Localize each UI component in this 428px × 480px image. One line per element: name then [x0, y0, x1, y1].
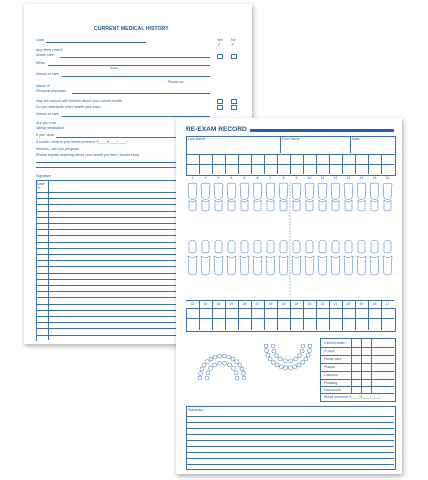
- legend-plaque: Plaque: [324, 365, 336, 369]
- lower-arch-tooth: [293, 365, 297, 369]
- log-row-line[interactable]: [36, 223, 176, 224]
- lower-arch-tooth: [288, 366, 292, 370]
- lower-tooth-outline: [383, 256, 392, 275]
- lower-tooth-number: 19: [359, 302, 364, 306]
- lower-tooth-grid: [186, 308, 396, 332]
- lower-grid-row: [186, 300, 394, 301]
- lower-tooth-outline: [201, 256, 210, 275]
- anticipate-no-box[interactable]: [231, 105, 237, 110]
- lower-tooth-crown: [371, 240, 378, 253]
- lower-arch-tooth: [279, 365, 283, 369]
- physician-line[interactable]: [72, 93, 210, 94]
- history-title: CURRENT MEDICAL HISTORY: [94, 26, 169, 32]
- legend-calculus: Calculus: [324, 373, 338, 377]
- date-label-front: Date: [352, 137, 360, 141]
- upper-tooth-crown: [384, 200, 391, 211]
- upper-tooth-number: 1: [191, 176, 194, 180]
- upper-arch-tooth-inner: [213, 363, 217, 367]
- log-row-line[interactable]: [36, 297, 176, 298]
- lower-tooth-outline: [266, 256, 275, 275]
- lower-arch-tooth-inner: [301, 344, 305, 348]
- upper-tooth-number: 10: [307, 176, 312, 180]
- upper-arch-tooth-inner: [209, 366, 213, 370]
- lower-tooth-crown: [202, 240, 209, 253]
- consult-no-box[interactable]: [231, 99, 237, 104]
- upper-arch-tooth: [242, 371, 246, 375]
- upper-tooth-number: 11: [320, 176, 325, 180]
- upper-tooth-crown: [228, 200, 235, 211]
- checklist-line: [320, 386, 394, 387]
- upper-tooth-outline: [318, 183, 327, 200]
- upper-tooth-outline: [357, 183, 366, 200]
- upper-arch-tooth-inner: [235, 376, 239, 380]
- upper-tooth-outline: [201, 183, 210, 200]
- log-row-line[interactable]: [36, 254, 176, 255]
- lower-arch-tooth: [271, 360, 275, 364]
- row-8: May we consult with him/her about your current health: [36, 99, 123, 103]
- log-row-line[interactable]: [36, 248, 176, 249]
- lower-tooth-outline: [357, 256, 366, 275]
- summary-line[interactable]: [186, 464, 394, 465]
- log-row-line[interactable]: [36, 279, 176, 280]
- upper-arch-tooth: [238, 363, 242, 367]
- first-name-label: First Name: [282, 137, 300, 141]
- checklist-col: [371, 338, 372, 393]
- summary-label: Summary: [188, 408, 204, 412]
- upper-tooth-number: 16: [385, 176, 390, 180]
- lower-tooth-outline: [305, 256, 314, 275]
- lower-tooth-number: 32: [190, 302, 195, 306]
- lower-arch-tooth: [308, 344, 312, 348]
- upper-tooth-crown: [215, 200, 222, 211]
- date-line[interactable]: [46, 42, 146, 43]
- col-no-label: No: [231, 38, 236, 42]
- row-6: Name of: [36, 84, 50, 88]
- upper-tooth-outline: [383, 183, 392, 200]
- checklist-line: [320, 371, 394, 372]
- care-line[interactable]: [60, 57, 210, 58]
- upper-tooth-outline: [214, 183, 223, 200]
- lower-arch-tooth-inner: [279, 357, 283, 361]
- lower-tooth-crown: [332, 240, 339, 253]
- lower-tooth-number: 29: [229, 302, 234, 306]
- lower-tooth-crown: [228, 240, 235, 253]
- row-12: taking medication: [36, 126, 64, 130]
- upper-tooth-outline: [305, 183, 314, 200]
- log-row-line[interactable]: [36, 291, 176, 292]
- lower-tooth-number: 31: [203, 302, 208, 306]
- upper-tooth-crown: [189, 200, 196, 211]
- log-row-line[interactable]: [36, 304, 176, 305]
- checklist-col: [351, 338, 352, 393]
- summary-line[interactable]: [186, 422, 394, 423]
- upper-tooth-crown: [241, 200, 248, 211]
- upper-tooth-crown: [306, 200, 313, 211]
- upper-tooth-crown: [319, 200, 326, 211]
- upper-arch-tooth-inner: [231, 366, 235, 370]
- lower-arch-tooth: [306, 353, 310, 357]
- upper-tooth-crown: [254, 200, 261, 211]
- lower-tooth-number: 21: [333, 302, 338, 306]
- log-row-line[interactable]: [36, 266, 176, 267]
- lower-grid-row: [186, 308, 394, 309]
- legend-home-care: Home care: [324, 357, 342, 361]
- upper-tooth-crown: [332, 200, 339, 211]
- log-row-line[interactable]: [36, 328, 176, 329]
- log-row-line[interactable]: [36, 235, 176, 236]
- lower-arch-tooth: [301, 360, 305, 364]
- lower-tooth-outline: [292, 256, 301, 275]
- lower-arch-tooth-inner: [271, 344, 275, 348]
- upper-tooth-number: 14: [359, 176, 364, 180]
- row-15: Women—are you pregnant: [36, 147, 80, 151]
- lower-arch-tooth: [264, 344, 268, 348]
- nature-line[interactable]: [62, 76, 210, 77]
- upper-arch-tooth: [198, 376, 202, 380]
- lower-tooth-outline: [318, 256, 327, 275]
- summary-line[interactable]: [186, 440, 394, 441]
- upper-tooth-number: 5: [243, 176, 246, 180]
- upper-tooth-outline: [331, 183, 340, 200]
- row-16: Please explain anything about your health you feel I should know: [36, 153, 140, 157]
- upper-arch-tooth: [218, 354, 222, 358]
- lower-arch-tooth: [264, 349, 268, 353]
- upper-tooth-number: 8: [282, 176, 285, 180]
- lower-arch-tooth-inner: [289, 359, 293, 363]
- yes-check-mark: ✓: [217, 42, 222, 48]
- upper-tooth-crown: [358, 200, 365, 211]
- log-row-line[interactable]: [36, 260, 176, 261]
- log-row-line[interactable]: [36, 316, 176, 317]
- upper-tooth-crown: [371, 200, 378, 211]
- checklist-line: [320, 355, 394, 356]
- lower-arch-tooth-inner: [272, 349, 276, 353]
- lower-arch-tooth: [304, 357, 308, 361]
- summary-line[interactable]: [186, 458, 394, 459]
- lower-tooth-crown: [319, 240, 326, 253]
- upper-tooth-outline: [240, 183, 249, 200]
- lower-tooth-number: 23: [307, 302, 312, 306]
- upper-tooth-crown: [280, 200, 287, 211]
- upper-tooth-outline: [188, 183, 197, 200]
- log-row-line[interactable]: [36, 198, 176, 199]
- lower-tooth-outline: [227, 256, 236, 275]
- upper-arch-tooth: [240, 367, 244, 371]
- explain-line[interactable]: [36, 162, 176, 163]
- legend-xrays: X-rays: [324, 349, 335, 353]
- lower-tooth-crown: [280, 240, 287, 253]
- checklist-line: [320, 347, 394, 348]
- occlusal-arches-diagram: [190, 340, 320, 384]
- consult-yes-box[interactable]: [217, 99, 223, 104]
- lower-tooth-crown: [189, 240, 196, 253]
- care-yes-box[interactable]: [217, 54, 223, 59]
- upper-tooth-outline: [227, 183, 236, 200]
- log-row-line[interactable]: [36, 229, 176, 230]
- anticipate-yes-box[interactable]: [217, 105, 223, 110]
- reexam-title: RE-EXAM RECORD: [186, 126, 247, 133]
- lower-tooth-crown: [384, 240, 391, 253]
- lower-tooth-number: 17: [385, 302, 390, 306]
- col-yes-label: Yes: [217, 38, 223, 42]
- upper-arch-tooth: [222, 354, 226, 358]
- lower-tooth-number: 26: [268, 302, 273, 306]
- reexam-record-form: [176, 118, 402, 474]
- lower-arch-tooth-inner: [300, 349, 304, 353]
- log-row-line[interactable]: [36, 242, 176, 243]
- no-check-mark: ✓: [231, 42, 236, 48]
- nature2-line[interactable]: [62, 116, 210, 117]
- care-no-box[interactable]: [231, 54, 237, 59]
- lower-arch-tooth-inner: [275, 354, 279, 358]
- row-10: Nature of care: [36, 112, 59, 116]
- upper-tooth-crown: [293, 200, 300, 211]
- lower-tooth-number: 18: [372, 302, 377, 306]
- checklist-col: [361, 338, 362, 393]
- row-14: If known, what is your blood pressure S____D____/____/: [36, 140, 128, 144]
- checklist-line: [320, 393, 394, 394]
- upper-tooth-number: 2: [204, 176, 207, 180]
- log-row-line[interactable]: [36, 204, 176, 205]
- upper-tooth-crown: [267, 200, 274, 211]
- lower-tooth-outline: [214, 256, 223, 275]
- lower-tooth-crown: [215, 240, 222, 253]
- upper-arch-tooth: [231, 357, 235, 361]
- lower-arch-tooth: [284, 366, 288, 370]
- upper-arch-tooth-inner: [228, 363, 232, 367]
- upper-arch-tooth: [200, 367, 204, 371]
- log-date-label: Date: [37, 182, 45, 186]
- upper-tooth-number: 6: [256, 176, 259, 180]
- upper-tooth-number: 4: [230, 176, 233, 180]
- log-row-line[interactable]: [36, 310, 176, 311]
- lower-arch-tooth: [266, 353, 270, 357]
- lower-tooth-outline: [188, 256, 197, 275]
- log-year-label: Yr.: [37, 186, 42, 190]
- log-row-line[interactable]: [36, 322, 176, 323]
- upper-arch-tooth: [209, 357, 213, 361]
- lower-arch-tooth-inner: [294, 357, 298, 361]
- log-row-line[interactable]: [36, 335, 176, 336]
- row-11: Are you now: [36, 121, 56, 125]
- upper-tooth-number: 13: [346, 176, 351, 180]
- lower-tooth-outline: [344, 256, 353, 275]
- row-5: Phone no.: [168, 80, 185, 84]
- legend-disclosure: Disclosure: [324, 388, 341, 392]
- name-divider: [280, 136, 281, 153]
- lower-tooth-outline: [240, 256, 249, 275]
- upper-tooth-number: 7: [269, 176, 272, 180]
- checklist-line: [320, 379, 394, 380]
- upper-arch-tooth: [242, 376, 246, 380]
- summary-line[interactable]: [186, 446, 394, 447]
- lower-tooth-outline: [331, 256, 340, 275]
- row-2: When: [36, 61, 46, 65]
- upper-tooth-number: 9: [295, 176, 298, 180]
- lower-arch-tooth: [268, 357, 272, 361]
- log-row-line[interactable]: [36, 192, 176, 193]
- lower-tooth-crown: [345, 240, 352, 253]
- upper-tooth-grid: [186, 154, 396, 176]
- lower-tooth-number: 27: [255, 302, 260, 306]
- log-row-line[interactable]: [36, 273, 176, 274]
- log-row-line[interactable]: [36, 217, 176, 218]
- upper-tooth-outline: [344, 183, 353, 200]
- lower-arch-tooth-inner: [283, 359, 287, 363]
- row-13: If yes, what: [36, 133, 55, 137]
- upper-arch-tooth: [198, 371, 202, 375]
- upper-arch-tooth-inner: [234, 371, 238, 375]
- dental-chart-diagram: [186, 182, 394, 296]
- legend-blood-pressure: Blood pressure S____D____/____/: [324, 395, 381, 399]
- upper-tooth-outline: [292, 183, 301, 200]
- lower-tooth-crown: [358, 240, 365, 253]
- name-divider: [350, 136, 351, 153]
- upper-tooth-number: 15: [372, 176, 377, 180]
- lower-tooth-number: 30: [216, 302, 221, 306]
- explain-line[interactable]: [36, 167, 176, 168]
- upper-tooth-outline: [266, 183, 275, 200]
- lower-tooth-crown: [254, 240, 261, 253]
- lower-arch-tooth-inner: [297, 354, 301, 358]
- upper-arch-tooth: [227, 355, 231, 359]
- lower-arch-tooth: [308, 349, 312, 353]
- lower-arch-tooth: [275, 363, 279, 367]
- row-4: Nature of care: [36, 72, 59, 76]
- upper-arch-tooth-inner: [223, 361, 227, 365]
- lower-tooth-number: 25: [281, 302, 286, 306]
- checklist-line: [320, 363, 394, 364]
- upper-arch-tooth-inner: [217, 361, 221, 365]
- lower-tooth-number: 20: [346, 302, 351, 306]
- upper-tooth-number: 12: [333, 176, 338, 180]
- upper-arch-tooth-inner: [205, 376, 209, 380]
- lower-tooth-crown: [306, 240, 313, 253]
- row-7: Personal physician: [36, 89, 67, 93]
- upper-tooth-crown: [202, 200, 209, 211]
- lower-tooth-number: 24: [294, 302, 299, 306]
- lower-tooth-outline: [370, 256, 379, 275]
- date-label: Date: [36, 38, 44, 42]
- lower-tooth-crown: [267, 240, 274, 253]
- upper-grid-row: [186, 164, 394, 165]
- row-9: Do you anticipate other health care soon: [36, 105, 101, 109]
- when-line[interactable]: [48, 65, 210, 66]
- last-name-label: Last Name: [188, 137, 206, 141]
- lower-tooth-crown: [293, 240, 300, 253]
- row-3: (Date): [110, 66, 119, 70]
- log-row-line[interactable]: [36, 211, 176, 212]
- upper-tooth-outline: [279, 183, 288, 200]
- summary-line[interactable]: [186, 428, 394, 429]
- upper-tooth-crown: [345, 200, 352, 211]
- signature-label: Signature: [36, 174, 52, 178]
- log-row-line[interactable]: [36, 285, 176, 286]
- upper-tooth-outline: [370, 183, 379, 200]
- summary-line[interactable]: [186, 434, 394, 435]
- lower-tooth-outline: [279, 256, 288, 275]
- upper-arch-tooth: [202, 363, 206, 367]
- title-rule: [250, 129, 394, 132]
- lower-tooth-number: 28: [242, 302, 247, 306]
- upper-tooth-outline: [253, 183, 262, 200]
- upper-tooth-number: 3: [217, 176, 220, 180]
- lower-tooth-number: 22: [320, 302, 325, 306]
- summary-line[interactable]: [186, 416, 394, 417]
- lower-grid-row: [186, 318, 394, 319]
- legend-flossing: Flossing: [324, 381, 338, 385]
- lower-arch-tooth: [297, 363, 301, 367]
- upper-arch-tooth: [205, 360, 209, 364]
- row-1: health care: [36, 53, 54, 57]
- upper-arch-tooth: [235, 360, 239, 364]
- summary-line[interactable]: [186, 452, 394, 453]
- lower-tooth-crown: [241, 240, 248, 253]
- row-0: Any other recent: [36, 48, 63, 52]
- upper-arch-tooth-inner: [206, 371, 210, 375]
- legend-clinical-exam: Clinical exam: [324, 341, 346, 345]
- lower-tooth-outline: [253, 256, 262, 275]
- upper-arch-tooth: [213, 355, 217, 359]
